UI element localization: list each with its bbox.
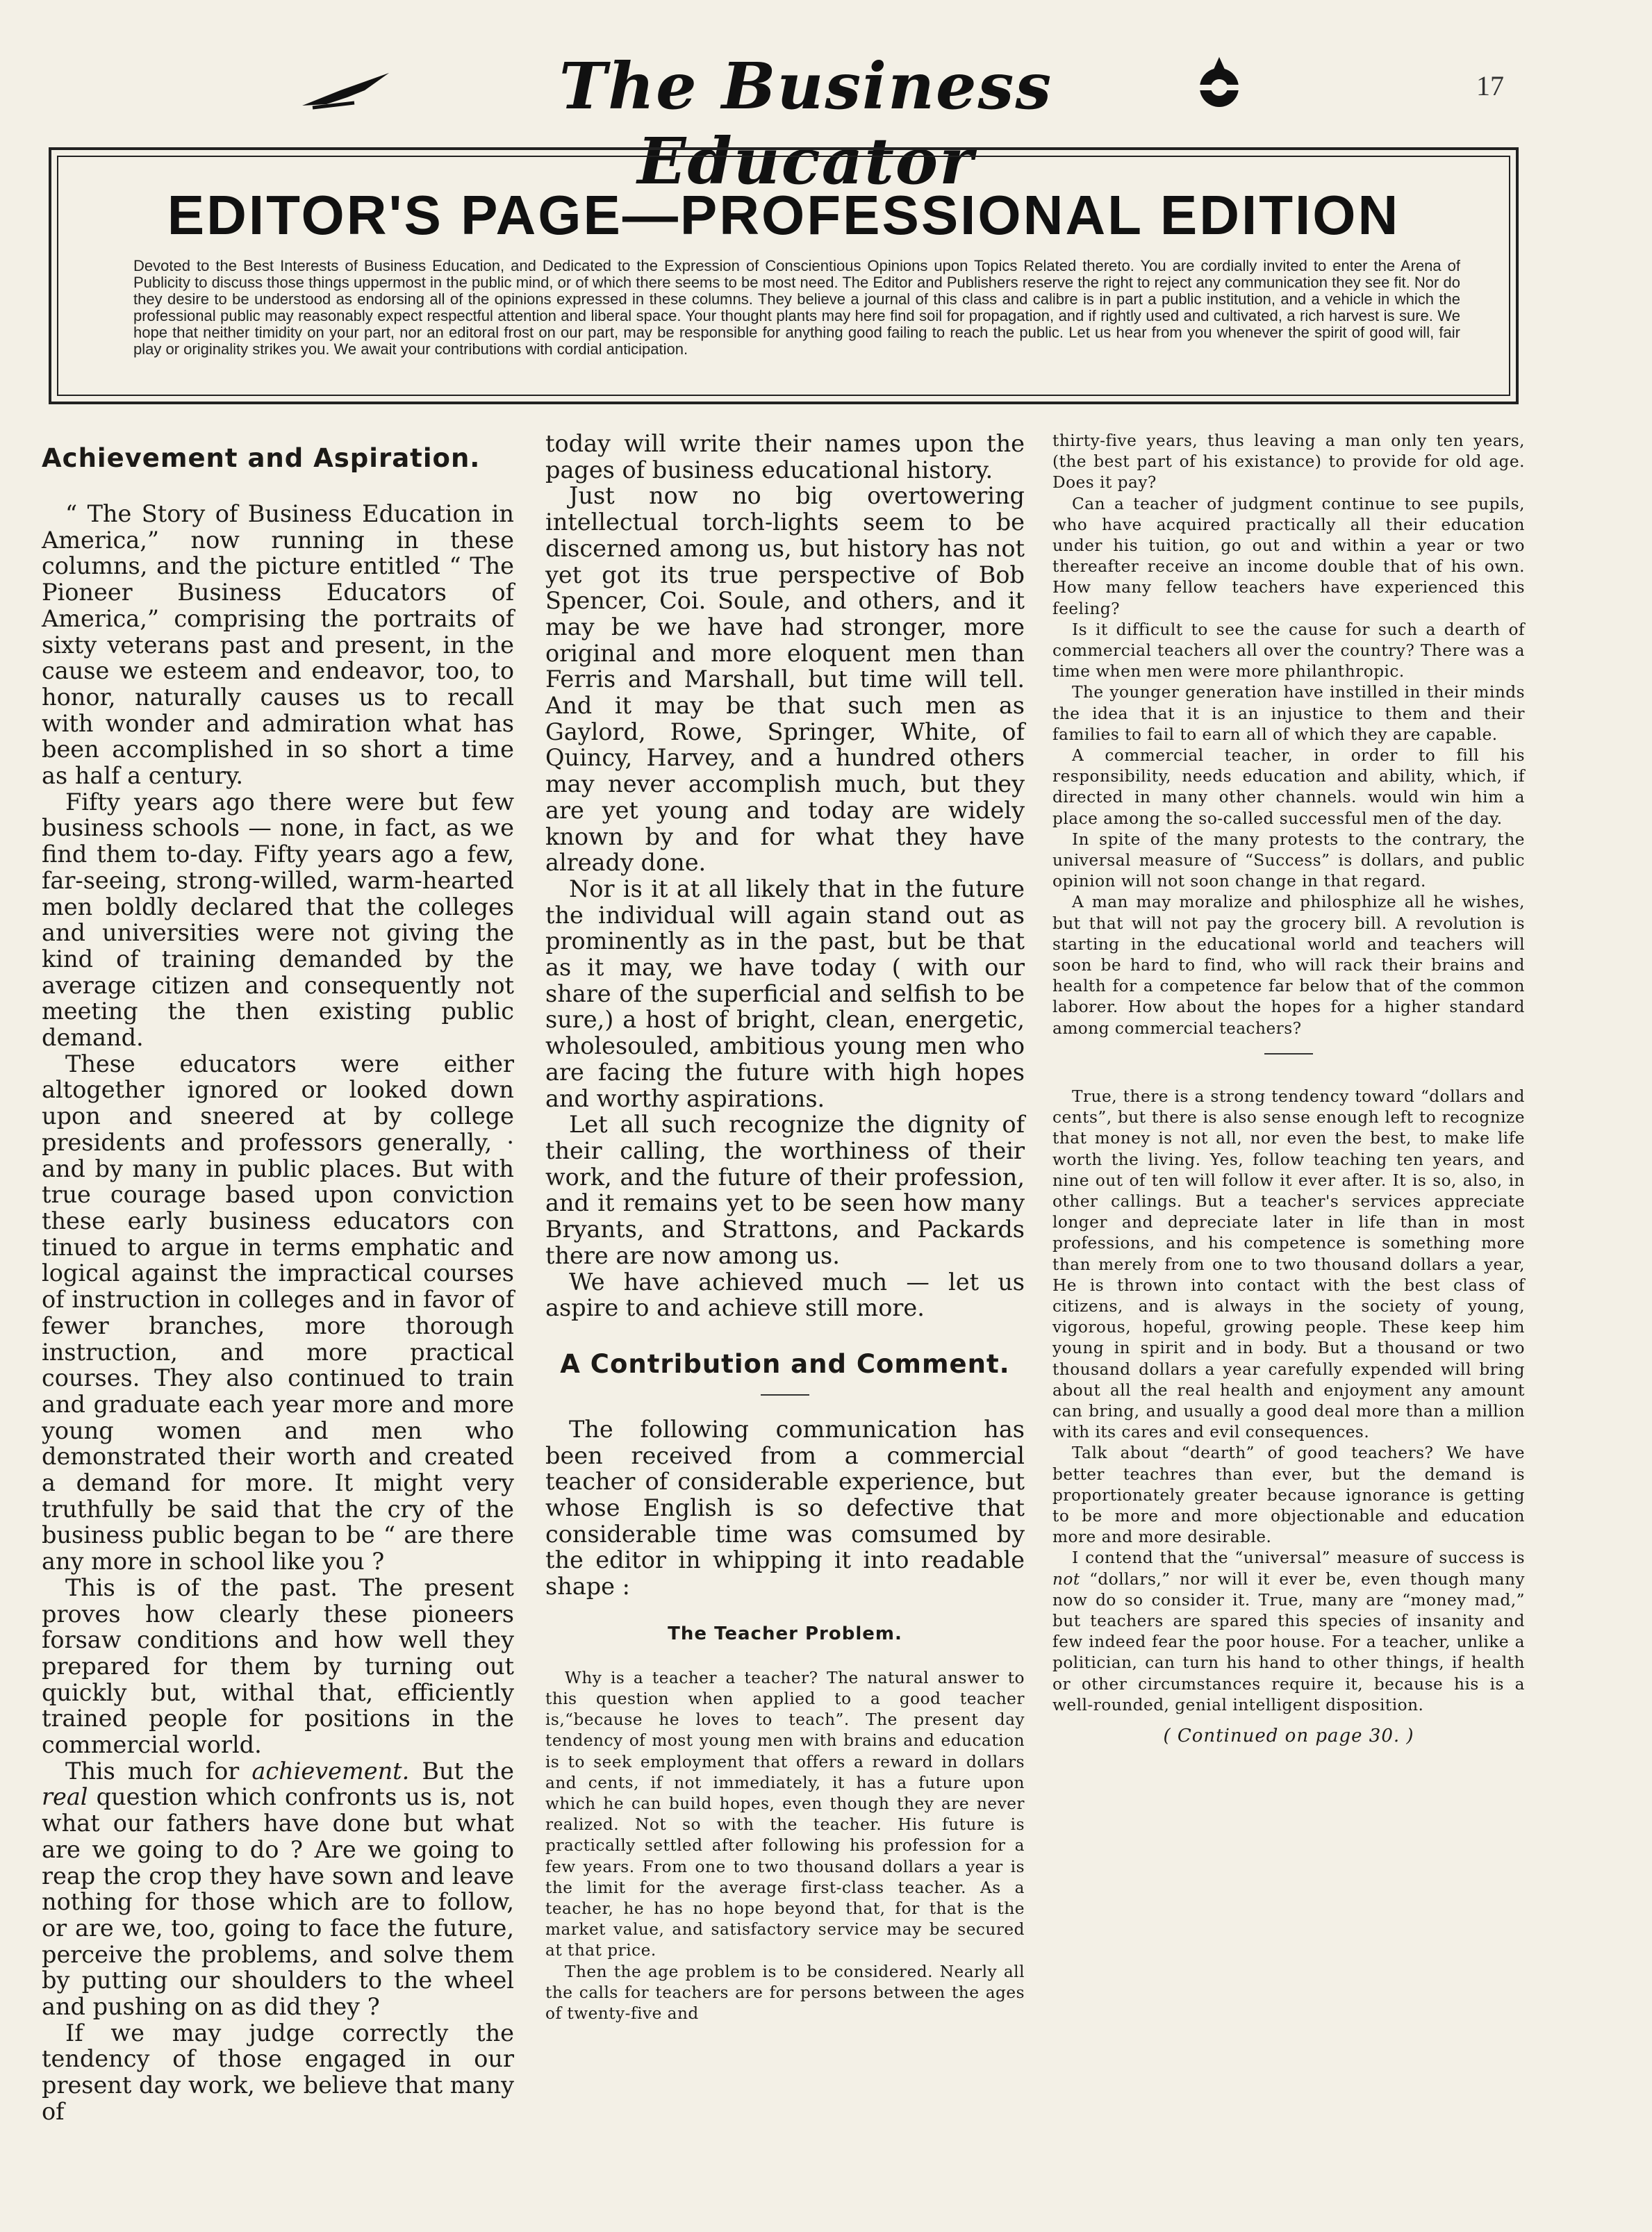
paragraph: Can a teacher of judgment continue to see pupils, who have acquired practically all their education under his tuition, go out and within a year or two thereafter receive an income double that of his own. How many fellow teachers have experienced this feeling? [1052,494,1525,618]
paragraph: The younger generation have instilled in their minds the idea that it is an injustice to them and their families to fail to earn all of which they are capable. [1052,683,1525,744]
quill-pen-icon [299,69,396,111]
paragraph: Talk about “dearth” of good teachers? We have better teachres than ever, but the demand is proportionately greater because ignorance is getting to be more and more objectionable and education more and more desirable. [1052,1444,1525,1547]
ornament-icon [1191,54,1247,117]
editor-page-description: Devoted to the Best Interests of Business Education, and Dedicated to the Expression of Conscientious Opinions upon Topics Related thereto. You are cordially invited to enter the Arena of Publicity to discuss those things uppermost in the public mind, or of which there seems to be most need. The Editor and Publishers reserve the right to reject any communication they see fit. Nor do they desire to be understood as endorsing all of the opinions expressed in these columns. They believe a journal of this class and calibre is in part a public institution, and a vehicle in which the professional public may reasonably expect respectful attention and liberal space. Your thought plants may here find soil for propagation, and if rightly used and cultivated, a rich harvest is sure. We hope that neither timidity on your part, nor an editoral frost on our part, may be responsible for anything good failing to reach the public. Let us hear from you whenever the spirit of good will, fair play or originality strikes you. We await your contributions with cordial anticipation. [133,257,1460,358]
paragraph: today will write their names upon the pages of business educational history. [545,430,1025,483]
masthead [0,28,1652,199]
column-2-body [545,431,1025,1321]
page-number: 17 [1476,70,1504,101]
paragraph: Fifty years ago there were but few business schools — none, in fact, as we find them to-day. Fifty years ago a few, far-seeing, strong-willed, warm-hearted men boldly declared that the colleges and universities were not giving the kind of training demanded by the average citizen and consequently not meeting the then existing public demand. [42,788,514,1052]
paragraph: Let all such recognize the dignity of their calling, the worthiness of their work, and the future of their profession, and it remains yet to be seen how many Bryants, and Strattons, and Packards there are now among us. [545,1111,1025,1269]
column-3-body [1052,431,1525,1039]
column-1-body [42,501,514,2125]
editor-page-heading: EDITOR'S PAGE—PROFESSIONAL EDITION [167,184,1401,246]
column-1 [42,431,514,2125]
paragraph: Then the age problem is to be considered. Nearly all the calls for teachers are for persons between the ages of twenty-five and [545,1962,1025,2024]
paragraph: If we may judge correctly the tendency of those engaged in our present day work, we believe that many of [42,2019,514,2125]
column-3 [1052,431,1525,1746]
divider [1264,1053,1313,1055]
divider [761,1394,809,1396]
heading-teacher-problem: The Teacher Problem. [668,1623,902,1644]
paragraph: These educators were either altogether ignored or looked down upon and sneered at by college presidents and professors generally, · and by many in public places. But with true courage based upon conviction these early business educators con tinued to argue in terms emphatic and logical against the impractical courses of instruction in colleges and in favor of fewer branches, more thorough instruction, and more practical courses. They also continued to train and graduate each year more and more young women and men who demonstrated their worth and created a demand for more. It might very truthfully be said that the cry of the business public began to be “ are there any more in school like you ? [42,1050,514,1576]
paragraph: A man may moralize and philosphize all he wishes, but that will not pay the grocery bill. A revolution is starting in the educational world and teachers will soon be hard to find, who will rack their brains and health for a competence far below that of the common laborer. How about the hopes for a higher standard among commercial teachers? [1052,893,1525,1038]
column-2 [545,431,1025,2024]
masthead-title: The Business Educator [559,49,1053,199]
editor-box [49,147,1519,404]
paragraph: This is of the past. The present proves how clearly these pioneers forsaw conditions and how well they prepared for them by turning out quickly but, withal that, efficiently trained people for positions in the commercial world. [42,1573,514,1759]
heading-achievement: Achievement and Aspiration. [42,443,481,473]
paragraph: Nor is it at all likely that in the future the individual will again stand out as prominently as in the past, but be that as it may, we have today ( with our share of the superficial and selfish to be sure,) a host of bright, clean, energetic, wholesouled, ambitious young men who are facing the future with high hopes and worthy aspirations. [545,875,1025,1112]
paragraph: Why is a teacher a teacher? The natural answer to this question when applied to a good teacher is,“because he loves to teach”. The present day tendency of most young men with brains and education is to seek employment that offers a reward in dollars and cents, if not immediately, it has a future upon which he can build hopes, even though they are never realized. Not so with the teacher. His future is practically settled after following his profession for a few years. From one to two thousand dollars a year is the limit for the average first-class teacher. As a teacher, he has no hope beyond that, for that is the market value, and satisfactory service may be secured at that price. [545,1668,1025,1960]
paragraph: True, there is a strong tendency toward “dollars and cents”, but there is also sense enough left to recognize that money is not all, nor even the best, to make life worth the living. Yes, follow teaching ten years, and nine out of ten will follow it ever after. It is so, also, in other callings. But a teacher's services appreciate longer and depreciate later in life than in most professions, and his competence is something more than merely from one to two thousand dollars a year, He is thrown into contact with the best class of citizens, and is always in the society of young, vigorous, hopeful, growing people. These keep him young in spirit and in body. But a thousand or two thousand dollars a year carefully expended will bring about all the real health and enjoyment any amount can bring, and usually a good deal more than a million with its cares and evil consequences. [1052,1086,1525,1442]
paragraph: In spite of the many protests to the contrary, the universal measure of “Success” is dollars, and public opinion will not soon change in that regard. [1052,829,1525,891]
heading-contribution: A Contribution and Comment. [560,1348,1010,1379]
paragraph: We have achieved much — let us aspire to and achieve still more. [545,1268,1025,1322]
paragraph: “ The Story of Business Education in America,” now running in these columns, and the picture entitled “ The Pioneer Business Educators of America,” comprising the portraits of sixty veterans past and present, in the cause we esteem and endeavor, too, to honor, naturally causes us to recall with wonder and admiration what has been accomplished in so short a time as half a century. [42,500,514,790]
paragraph: thirty-five years, thus leaving a man only ten years, (the best part of his existance) to provide for old age. Does it pay? [1052,431,1525,493]
paragraph: I contend that the “universal” measure of success is not “dollars,” nor will it ever be, even though many now do so consider it. True, many are “money mad,” but teachers are spared this species of insanity and few indeed fear the poor house. For a teacher, unlike a politician, can turn his hand to other things, if health or other circumstances require it, because his is a well-rounded, genial intelligent disposition. [1052,1548,1525,1714]
contribution-intro [545,1416,1025,1600]
paragraph: The following communication has been received from a commercial teacher of considerable experience, but whose English is so defective that considerable time was comsumed by the editor in whipping it into readable shape : [545,1415,1025,1601]
teacher-problem-body [545,1668,1025,2024]
column-3-body-2 [1052,1086,1525,1716]
paragraph: A commercial teacher, in order to fill his responsibility, needs education and ability, which, if directed in many other channels. would win him a place among the so-called successful men of the day. [1052,746,1525,828]
continued-note: ( Continued on page 30. ) [1163,1725,1414,1746]
paragraph: Just now no big overtowering intellectual torch-lights seem to be discerned among us, but history has not yet got its true perspective of Bob Spencer, Coi. Soule, and others, and it may be we have had stronger, more original and more eloquent men than Ferris and Marshall, but time will tell. And it may be that such men as Gaylord, Rowe, Springer, White, of Quincy, Harvey, and a hundred others may never accomplish much, but they are yet young and today are widely known by and for what they have already done. [545,482,1025,877]
paragraph: This much for achievement. But the real question which confronts us is, not what our fathers have done but what are we going to do ? Are we going to reap the crop they have sown and leave nothing for those which are to follow, or are we, too, going to face the future, perceive the problems, and solve them by putting our shoulders to the wheel and pushing on as did they ? [42,1757,514,2021]
paragraph: Is it difficult to see the cause for such a dearth of commercial teachers all over the country? There was a time when men were more philanthropic. [1052,620,1525,681]
